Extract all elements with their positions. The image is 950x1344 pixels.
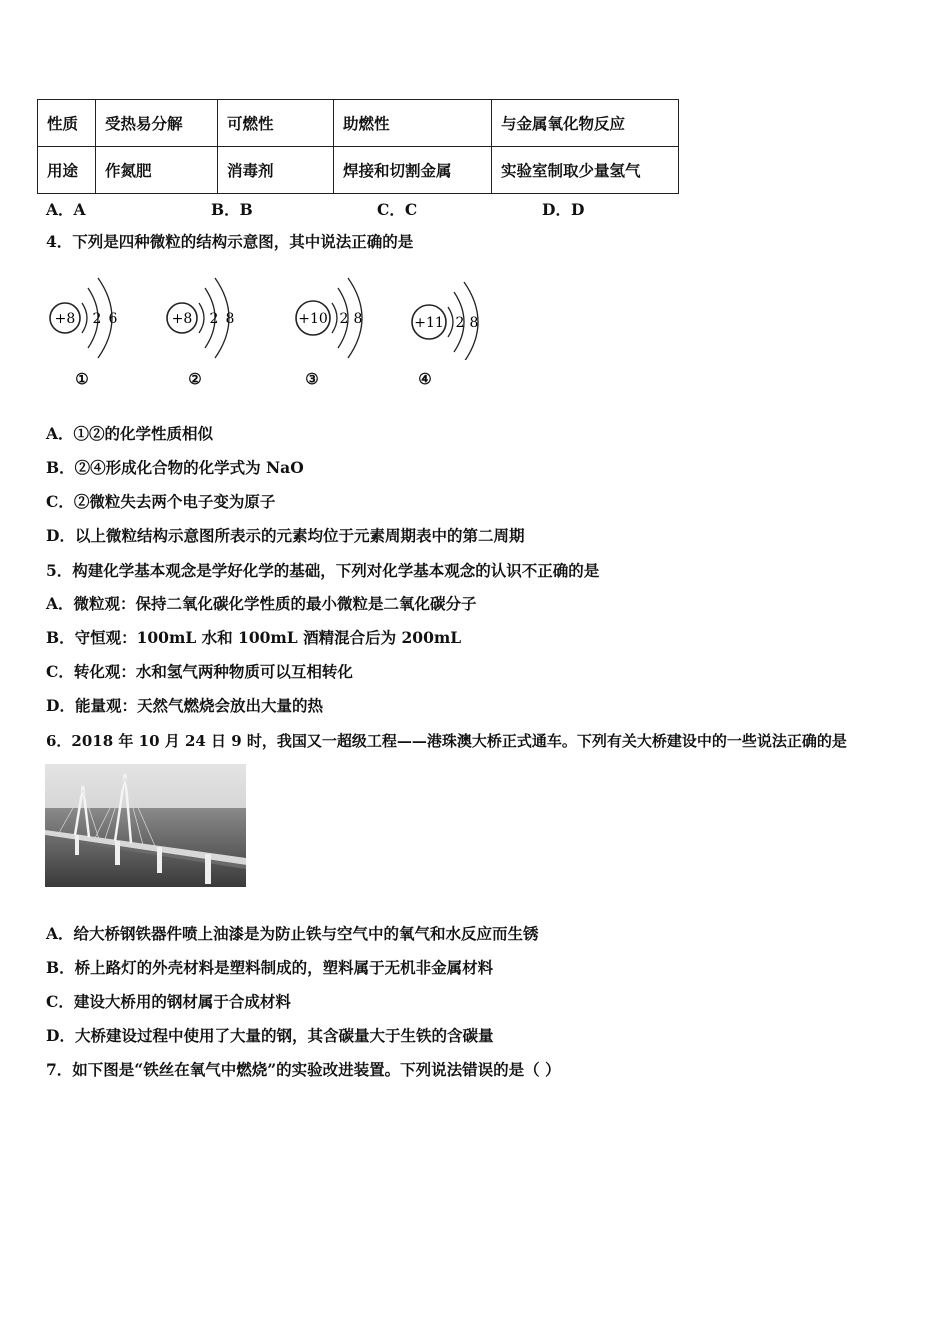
bridge-photo: [45, 764, 246, 887]
shell-electrons: 2: [92, 311, 102, 327]
q4-option-a[interactable]: A．①②的化学性质相似: [46, 424, 214, 443]
table-cell: 可燃性: [218, 100, 334, 147]
shell-electrons: 2: [339, 311, 349, 327]
q6-option-d[interactable]: D．大桥建设过程中使用了大量的钢，其含碳量大于生铁的含碳量: [46, 1026, 494, 1045]
q5-stem: 5．构建化学基本观念是学好化学的基础，下列对化学基本观念的认识不正确的是: [46, 561, 600, 580]
q5-option-b[interactable]: B．守恒观：100mL 水和 100mL 酒精混合后为 200mL: [46, 628, 462, 647]
choice-c[interactable]: C．C: [377, 200, 418, 219]
nucleus-charge: +11: [414, 315, 444, 331]
table-cell: 作氮肥: [96, 147, 218, 194]
atom-label-2: ②: [188, 370, 202, 388]
q5-option-c[interactable]: C．转化观：水和氢气两种物质可以互相转化: [46, 662, 353, 681]
q6-option-b[interactable]: B．桥上路灯的外壳材料是塑料制成的，塑料属于无机非金属材料: [46, 958, 494, 977]
table-cell: 消毒剂: [218, 147, 334, 194]
atom-label-1: ①: [75, 370, 89, 388]
nucleus-charge: +8: [54, 311, 76, 327]
property-use-table: [37, 99, 679, 194]
shell-electrons: 8: [225, 311, 235, 327]
nucleus-charge: +8: [171, 311, 193, 327]
table-cell: 用途: [38, 147, 96, 194]
table-cell: 与金属氧化物反应: [492, 100, 679, 147]
shell-electrons: 2: [209, 311, 219, 327]
atom-diagram-4: [408, 270, 498, 360]
atom-label-4: ④: [418, 370, 432, 388]
table-cell: 实验室制取少量氢气: [492, 147, 679, 194]
q7-stem: 7．如下图是“铁丝在氧气中燃烧”的实验改进装置。下列说法错误的是（ ）: [46, 1060, 561, 1079]
q6-option-c[interactable]: C．建设大桥用的钢材属于合成材料: [46, 992, 291, 1011]
atom-diagram-3: [292, 270, 382, 360]
q4-stem: 4．下列是四种微粒的结构示意图，其中说法正确的是: [46, 232, 414, 251]
shell-electrons: 6: [108, 311, 118, 327]
atom-diagram-2: [163, 270, 253, 360]
q6-stem: 6．2018 年 10 月 24 日 9 时，我国又一超级工程——港珠澳大桥正式通车。下列有关大桥建设中的一些说法正确的是: [46, 732, 847, 750]
q4-option-b[interactable]: B．②④形成化合物的化学式为 NaO: [46, 458, 304, 477]
table-cell: 受热易分解: [96, 100, 218, 147]
table-row: [38, 100, 679, 147]
choice-d[interactable]: D．D: [542, 200, 585, 219]
table-cell: 性质: [38, 100, 96, 147]
electron-shell-arc: [332, 303, 337, 333]
table-cell: 焊接和切割金属: [334, 147, 492, 194]
q4-option-c[interactable]: C．②微粒失去两个电子变为原子: [46, 492, 276, 511]
q5-option-d[interactable]: D．能量观：天然气燃烧会放出大量的热: [46, 696, 323, 715]
electron-shell-arc: [448, 307, 453, 337]
choice-b[interactable]: B．B: [211, 200, 253, 219]
q5-option-a[interactable]: A．微粒观：保持二氧化碳化学性质的最小微粒是二氧化碳分子: [46, 594, 477, 613]
electron-shell-arc: [82, 303, 87, 333]
atom-diagram-1: [46, 270, 136, 360]
shell-electrons: 8: [353, 311, 363, 327]
electron-shell-arc: [199, 303, 204, 333]
q4-option-d[interactable]: D．以上微粒结构示意图所表示的元素均位于元素周期表中的第二周期: [46, 526, 525, 545]
choice-a[interactable]: A．A: [46, 200, 86, 219]
atom-label-3: ③: [305, 370, 319, 388]
q6-option-a[interactable]: A．给大桥钢铁器件喷上油漆是为防止铁与空气中的氧气和水反应而生锈: [46, 924, 539, 943]
shell-electrons: 8: [469, 315, 479, 331]
table-row: [38, 147, 679, 194]
nucleus-charge: +10: [298, 311, 328, 327]
shell-electrons: 2: [455, 315, 465, 331]
table-cell: 助燃性: [334, 100, 492, 147]
